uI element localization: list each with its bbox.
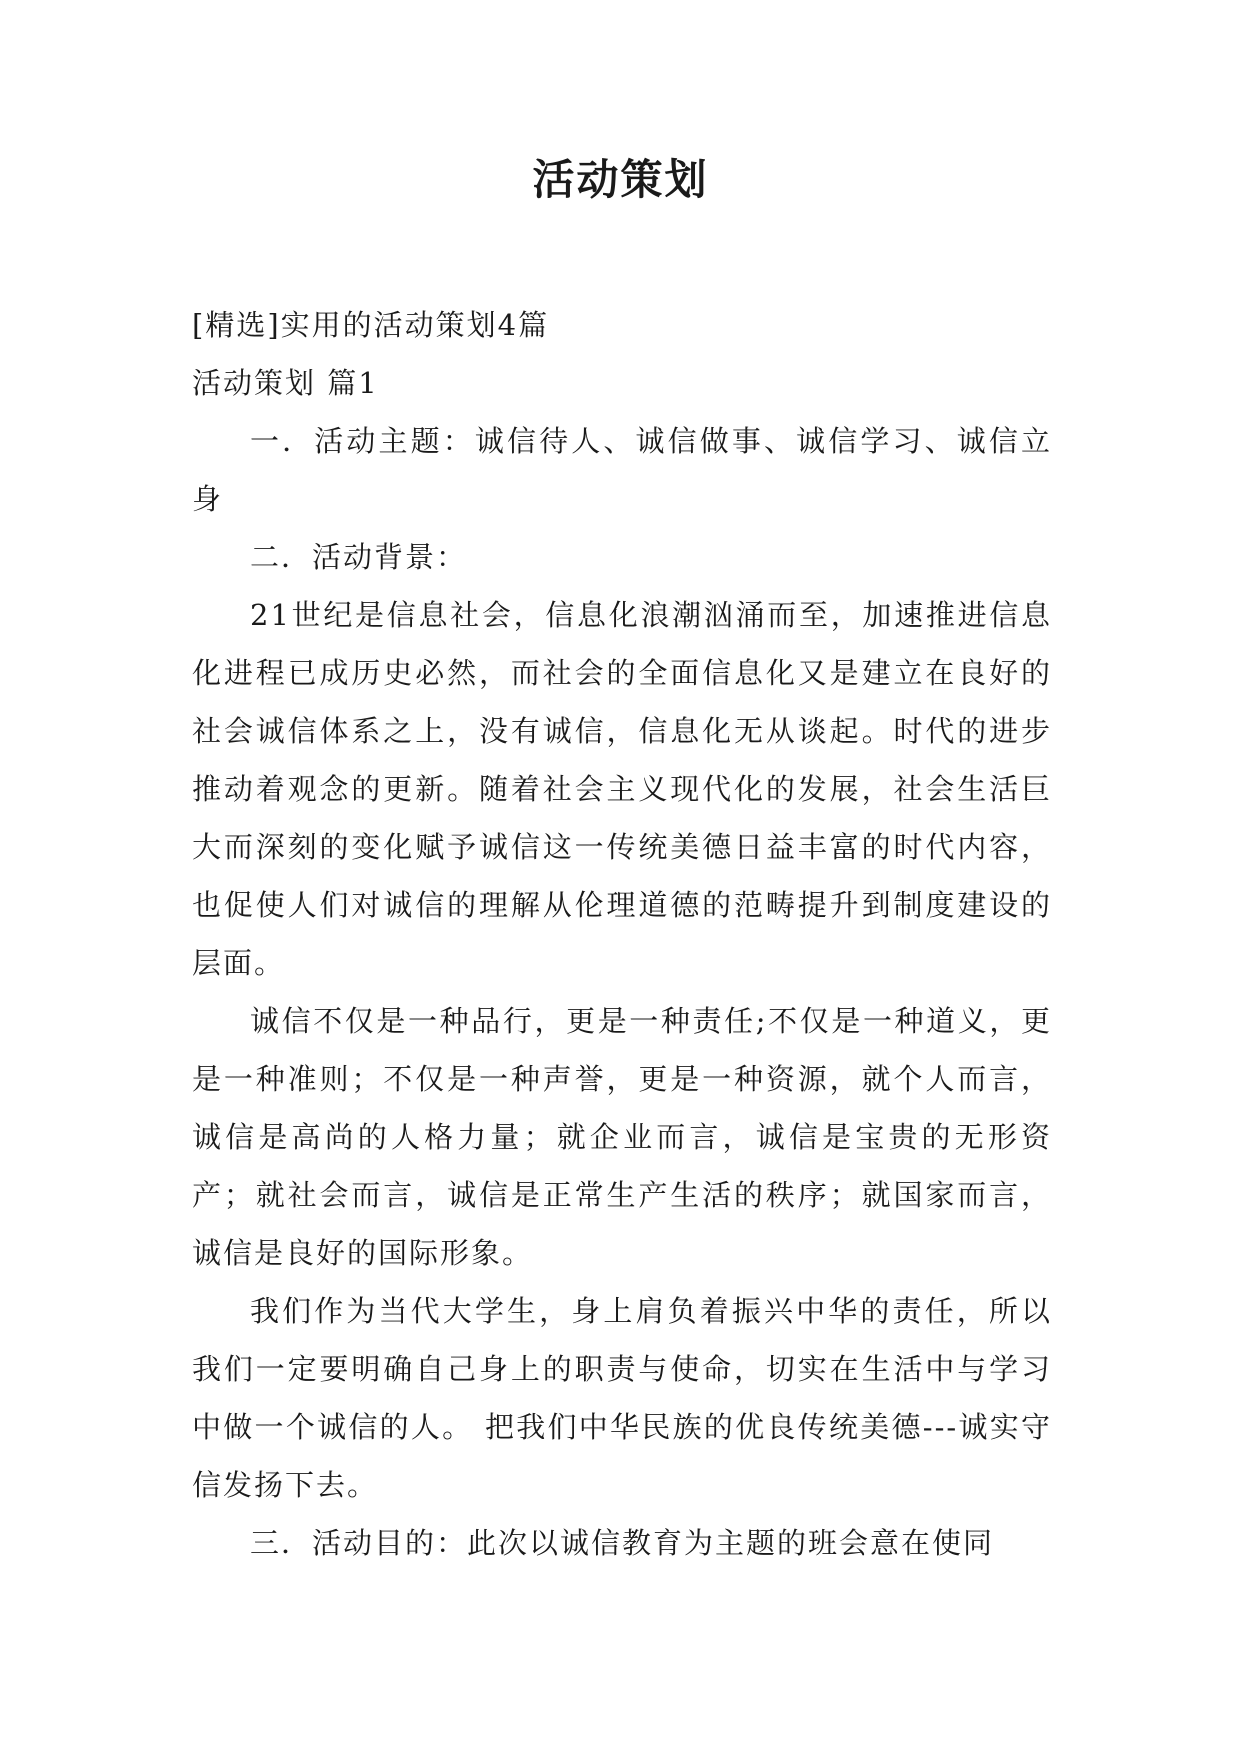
paragraph-activity-purpose: 三．活动目的：此次以诚信教育为主题的班会意在使同 <box>250 1526 995 1560</box>
section-heading: 活动策划 篇1 <box>192 366 379 400</box>
paragraph-background-body: 21世纪是信息社会，信息化浪潮汹涌而至，加速推进信息化进程已成历史必然，而社会的全面信息化又是建立在良好的社会诚信体系之上，没有诚信，信息化无从谈起。时代的进步推动着观念的更新。随着社会主义现代化的发展，社会生活巨大而深刻的变化赋予诚信这一传统美德日益丰富的时代内容，也促使人们对诚信的理解从伦理道德的范畴提升到制度建设的层面。 <box>192 598 1052 980</box>
paragraph-students: 我们作为当代大学生，身上肩负着振兴中华的责任，所以我们一定要明确自己身上的职责与使命，切实在生活中与学习中做一个诚信的人。 把我们中华民族的优良传统美德---诚实守信发扬下去。 <box>192 1294 1052 1502</box>
paragraph-activity-background-heading: 二．活动背景： <box>250 540 468 574</box>
subtitle-line: [精选]实用的活动策划4篇 <box>192 308 550 342</box>
document-body <box>192 296 1052 1572</box>
document-title: 活动策划 <box>532 155 709 204</box>
paragraph-integrity: 诚信不仅是一种品行，更是一种责任;不仅是一种道义，更是一种准则；不仅是一种声誉，更是一种资源，就个人而言，诚信是高尚的人格力量；就企业而言，诚信是宝贵的无形资产；就社会而言，诚信是正常生产生活的秩序；就国家而言，诚信是良好的国际形象。 <box>192 1004 1052 1270</box>
paragraph-activity-theme: 一．活动主题：诚信待人、诚信做事、诚信学习、诚信立身 <box>192 424 1052 516</box>
